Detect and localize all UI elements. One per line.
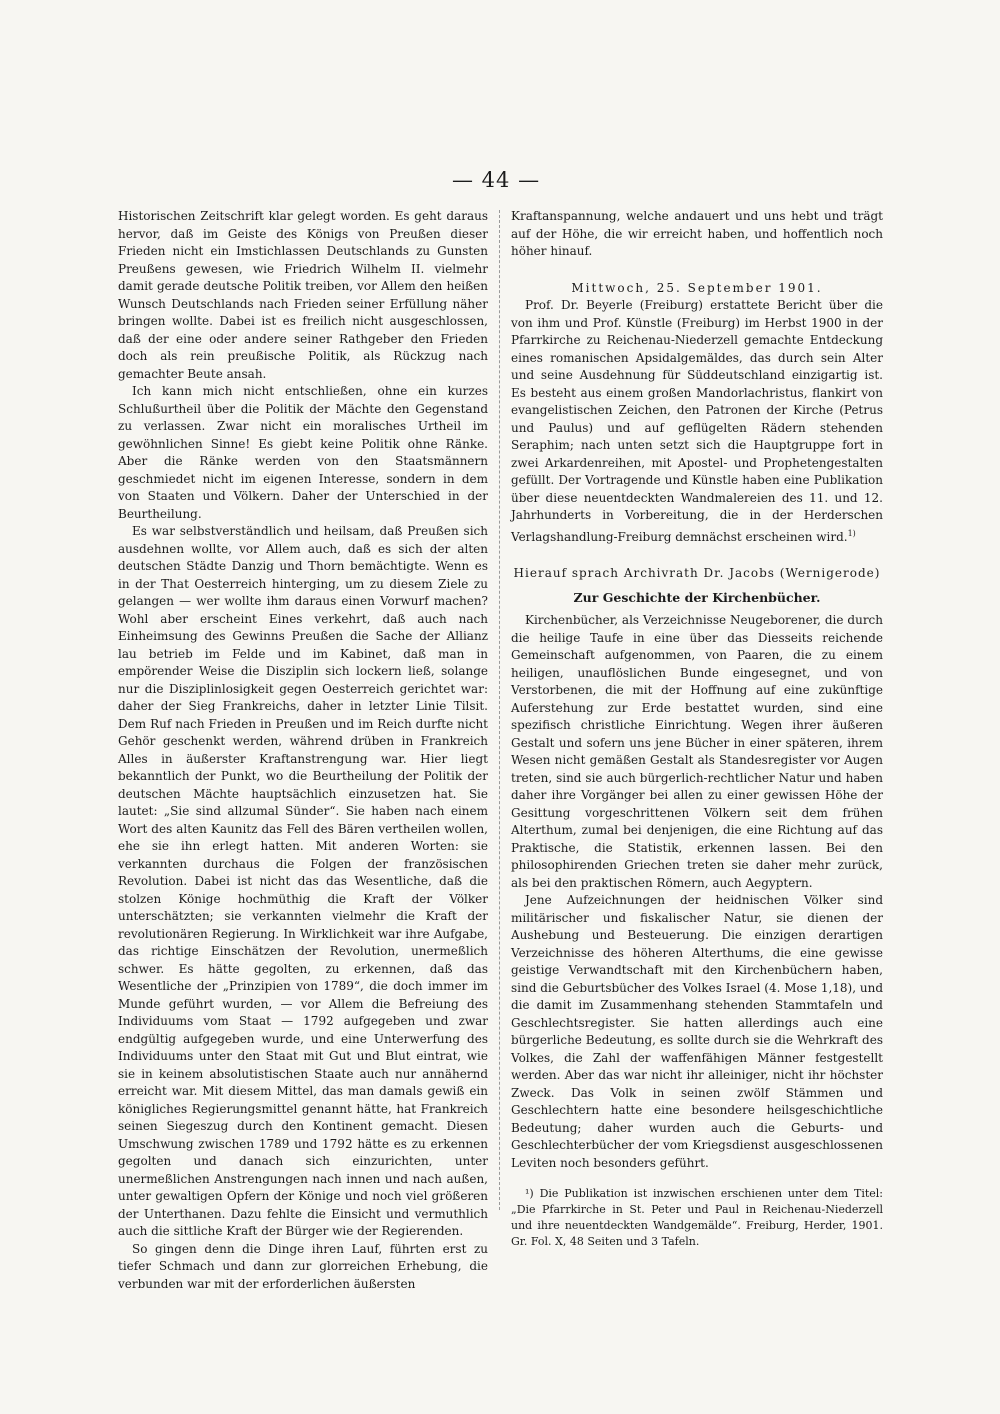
article-paragraph-1: Kirchenbücher, als Verzeichnisse Neugeborener, die durch die heilige Taufe in eine über das Diesseits reichende Gemeinschaft aufgenommen, von Paaren, die zu einem heiligen, unauflöslichen Bunde eingesegnet, und von Verstorbenen, die mit der Hoffnung auf eine zukünftige Auferstehung zur Erde bestattet wurden, sind eine spezifisch christliche Einrichtung. Wegen ihrer äußeren Gestalt und sofern uns jene Bücher in einer späteren, ihrem Wesen nicht gemäßen Gestalt als Standesregister vor Augen treten, sind sie auch bürgerlich-rechtlicher Natur und haben daher ihre Vorgänger bei allen zu einer gewissen Höhe der Gesittung vorgeschrittenen Völkern seit dem frühen Alterthum, zumal bei denjenigen, die eine Richtung auf das Praktische, die Statistik, erkennen lassen. Bei den philosophirenden Griechen treten sie daher mehr zurück, als bei den praktischen Römern, auch Aegyptern. (511, 613, 883, 890)
article-paragraph-2: Jene Aufzeichnungen der heidnischen Völker sind militärischer und fiskalischer Natur, sie dienen der Aushebung und Besteuerung. Die einzigen derartigen Verzeichnisse des höheren Alterthums, die eine gewisse geistige Verwandtschaft mit den Kirchenbüchern haben, sind die Geburtsbücher des Volkes Israel (4. Mose 1,18), und die damit im Zusammenhang stehenden Stammtafeln und Geschlechtsregister. Sie hatten allerdings auch eine bürgerliche Bedeutung, es sollte durch sie die Wehrkraft des Volkes, die Zahl der waffenfähigen Männer festgestellt werden. Aber das war nicht ihr alleiniger, nicht ihr höchster Zweck. Das Volk in seinen zwölf Stämmen und Geschlechtern hatte eine besondere heilsgeschichtliche Bedeutung; daher wurden auch die Geburts- und Geschlechterbücher der vom Kriegsdienst ausgeschlossenen Leviten noch besonders geführt. (511, 893, 883, 1170)
report-text: Prof. Dr. Beyerle (Freiburg) erstattete Bericht über die von ihm und Prof. Künstle (Freiburg) im Herbst 1900 in der Pfarrkirche zu Reichenau-Niederzell gemachte Entdeckung eines romanischen Apsidalgemäldes, das durch sein Alter und seine Ausdehnung für Süddeutschland einzigartig ist. Es besteht aus einem großen Mandorlachristus, flankirt von evangelistischen Zeichen, den Patronen der Kirche (Petrus und Paulus) und auf geflügelten Rädern stehenden Seraphim; nach unten setzt sich die Hauptgruppe fort in zwei Arkardenreihen, mit Apostel- und Prophetengestalten gefüllt. Der Vortragende und Künstle haben eine Publikation über diese neuentdeckten Wandmalereien des 11. und 12. Jahrhunderts in Vorbereitung, die in der Herderschen Verlagshandlung-Freiburg demnächst erscheinen wird. (511, 298, 883, 544)
speaker-line: Hierauf sprach Archivrath Dr. Jacobs (Wernigerode) (513, 566, 881, 580)
article-title: Zur Geschichte der Kirchenbücher. (573, 589, 821, 605)
left-column (118, 208, 488, 1293)
date-heading: Mittwoch, 25. September 1901. (571, 280, 823, 295)
footnote-reference: 1) (847, 528, 856, 538)
report-paragraph (511, 297, 883, 546)
right-column (511, 208, 883, 1250)
page-number: — 44 — (452, 168, 541, 192)
left-paragraph-4: So gingen denn die Dinge ihren Lauf, führten erst zu tiefer Schmach und dann zur glorreichen Erhebung, die verbunden war mit der erforderlichen äußersten (118, 1241, 488, 1291)
left-paragraph-3: Es war selbstverständlich und heilsam, daß Preußen sich ausdehnen wollte, vor Allem auch, daß es sich der alten deutschen Städte Danzig und Thorn bemächtigte. Wenn es in der That Oesterreich hinterging, um zu diesem Ziele zu gelangen — wer wollte ihm daraus einen Vorwurf machen? Wohl aber erscheint Eines verkehrt, daß auch nach Einheimsung des Gewinns Preußen die Sache der Allianz lau betrieb im Felde und im Kabinet, daß man in empörender Weise die Disziplin sich lockern ließ, solange nur die Disziplinlosigkeit gegen Oesterreich gerichtet war: daher der Sieg Frankreichs, daher in letzter Linie Tilsit. Dem Ruf nach Frieden in Preußen und im Reich durfte nicht Gehör geschenkt werden, während drüben in Frankreich Alles in äußerster Kraftanstrengung war. Hier liegt bekanntlich der Punkt, wo die Beurtheilung der Politik der deutschen Mächte hauptsächlich einzusetzen hat. Sie lautet: „Sie sind allzumal Sünder“. Sie haben nach einem Wort des alten Kaunitz das Fell des Bären vertheilen wollen, ehe sie ihn erlegt hatten. Mit anderen Worten: sie verkannten durchaus die Folgen der französischen Revolution. Dabei ist nicht das das Wesentliche, daß die stolzen Könige hochmüthig die Kraft der Völker unterschätzten; sie verkannten vielmehr die Kraft der revolutionären Regierung. In Wirklichkeit war ihre Aufgabe, das richtige Einschätzen der Revolution, unermeßlich schwer. Es hätte gegolten, zu erkennen, daß das Wesentliche der „Prinzipien von 1789“, die doch immer im Munde geführt wurden, — vor Allem die Befreiung des Individuums vom Staat — 1792 aufgegeben und zwar endgültig aufgegeben wurde, und eine Unterwerfung des Individuums unter den Staat mit Gut und Blut eintrat, wie sie in keinem absolutistischen Staate auch nur annähernd erreicht war. Mit diesem Mittel, das man damals gewiß ein königliches Regierungsmittel genannt hätte, hat Frankreich seinen Siegeszug durch den Kontinent gemacht. Diesen Umschwung zwischen 1789 und 1792 hätte es zu erkennen gegolten und danach sich einzurichten, unter unermeßlichen Anstrengungen nach innen und nach außen, unter gewaltigen Opfern der Könige und noch viel größeren der Unterthanen. Dazu fehlte die Einsicht und vermuthlich auch die sittliche Kraft der Bürger wie der Regierenden. (118, 524, 488, 1238)
column-divider (499, 210, 500, 1210)
footnote: ¹) Die Publikation ist inzwischen erschienen unter dem Titel: „Die Pfarrkirche in St. Peter und Paul in Reichenau-Niederzell und ihre neuentdeckten Wandgemälde“. Freiburg, Herder, 1901. Gr. Fol. X, 48 Seiten und 3 Tafeln. (511, 1187, 883, 1248)
continuation-paragraph: Kraftanspannung, welche andauert und uns hebt und trägt auf der Höhe, die wir erreicht haben, und hoffentlich noch höher hinauf. (511, 209, 883, 258)
left-paragraph-2: Ich kann mich nicht entschließen, ohne ein kurzes Schlußurtheil über die Politik der Mächte den Gegenstand zu verlassen. Zwar nicht ein moralisches Urtheil im gewöhnlichen Sinne! Es giebt keine Politik ohne Ränke. Aber die Ränke werden von den Staatsmännern geschmiedet nicht im eigenen Interesse, sondern in dem von Staaten und Völkern. Daher der Unterschied in der Beurtheilung. (118, 384, 488, 521)
left-paragraph-1: Historischen Zeitschrift klar gelegt worden. Es geht daraus hervor, daß im Geiste des Königs von Preußen dieser Frieden nicht ein Imstichlassen Deutschlands zu Gunsten Preußens gewesen, wie Friedrich Wilhelm II. vielmehr damit gerade deutsche Politik treiben, vor Allem den heißen Wunsch Deutschlands nach Frieden seiner Erfüllung näher bringen wollte. Dabei ist es freilich nicht ausgeschlossen, daß der eine oder andere seiner Rathgeber den Frieden doch als rein preußische Politik, als Rückzug nach gemachter Beute ansah. (118, 209, 488, 381)
